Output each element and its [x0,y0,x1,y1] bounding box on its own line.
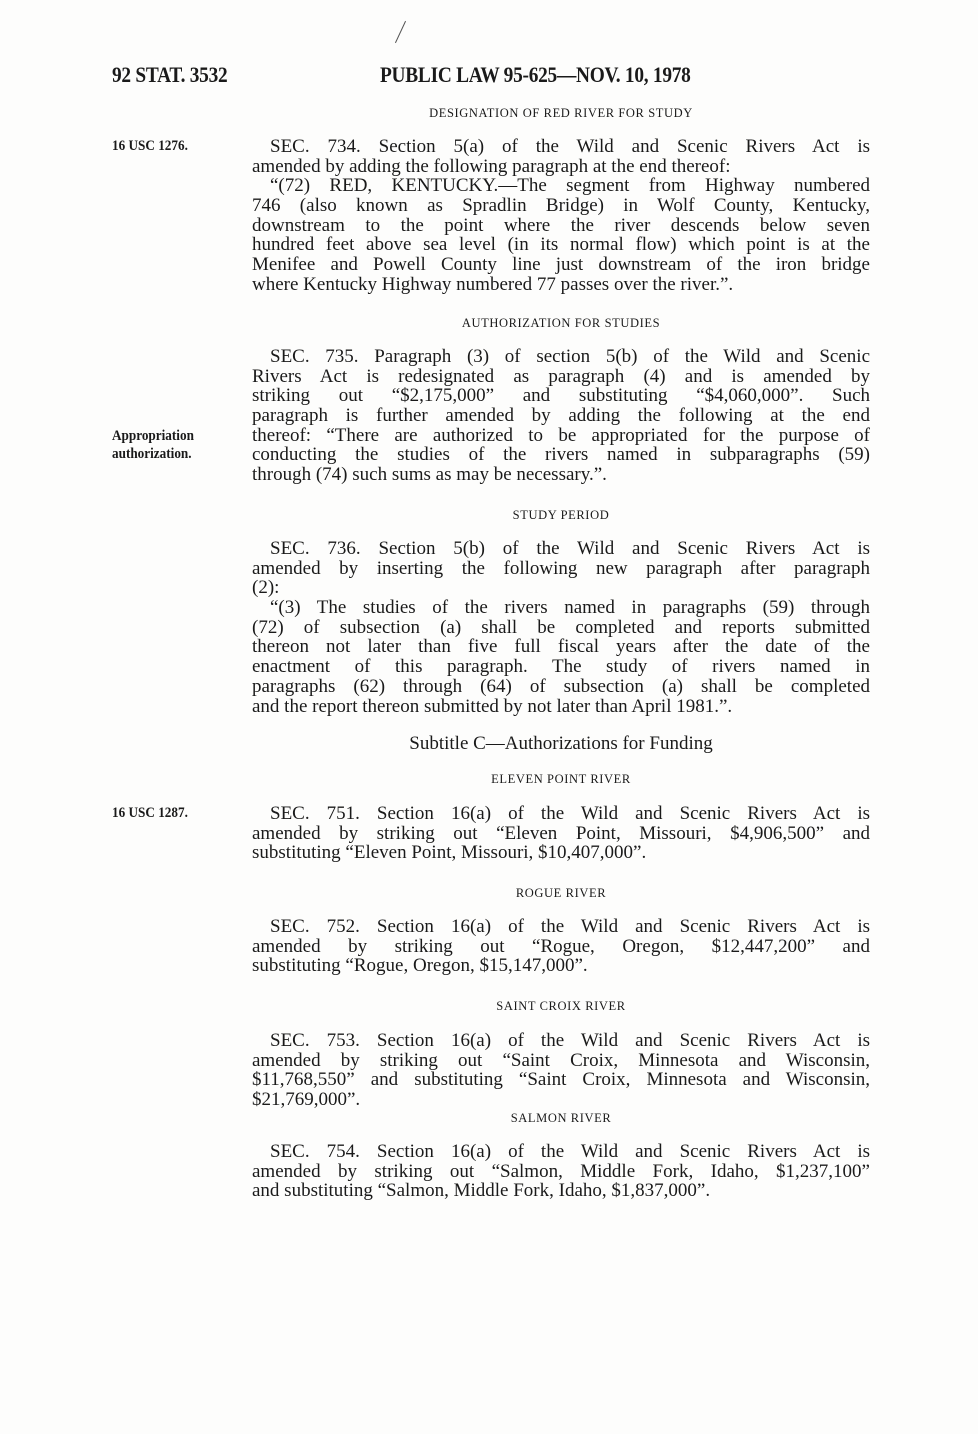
section-heading: ROGUE RIVER [515,886,607,900]
text-line: SEC. 735. Paragraph (3) of section 5(b) of the Wild and Scenic [270,346,870,367]
text-line: (2): [252,577,280,599]
text-line: Rivers Act is redesignated as paragraph (4) and is amended by [252,365,870,387]
text-line: amended by striking out “Rogue, Oregon, $12,447,200” and [252,935,870,957]
text-line: and the report thereon submitted by not later than April 1981.”. [252,695,733,717]
text-line: SEC. 753. Section 16(a) of the Wild and Scenic Rivers Act is [270,1030,870,1051]
text-line: SEC. 751. Section 16(a) of the Wild and Scenic Rivers Act is [270,803,870,824]
section-heading: SAINT CROIX RIVER [496,999,626,1013]
text-line: “(72) RED, KENTUCKY.—The segment from Highway numbered [270,175,870,197]
section-heading: DESIGNATION OF RED RIVER FOR STUDY [429,106,693,120]
margin-note: 16 USC 1276. [112,138,188,154]
section-734 [252,137,870,295]
section-heading: STUDY PERIOD [512,508,610,522]
text-line: paragraph is further amended by adding the following at the end [252,405,870,427]
text-line: SEC. 734. Section 5(a) of the Wild and Scenic Rivers Act is [270,136,870,157]
section-heading: ELEVEN POINT RIVER [491,772,631,786]
section-736 [252,539,870,716]
text-line: (72) of subsection (a) shall be completed and reports submitted [252,616,870,638]
text-line: $11,768,550” and substituting “Saint Croix, Minnesota and Wisconsin, [252,1069,870,1091]
text-line: 746 (also known as Spradlin Bridge) in Wolf County, Kentucky, [252,195,870,217]
text-line: SEC. 736. Section 5(b) of the Wild and Scenic Rivers Act is [270,538,870,559]
text-line: SEC. 752. Section 16(a) of the Wild and Scenic Rivers Act is [270,916,870,937]
text-line: through (74) such sums as may be necessary.”. [252,464,607,486]
section-752 [252,917,870,976]
text-line: and substituting “Salmon, Middle Fork, Idaho, $1,837,000”. [252,1180,711,1202]
text-line: Menifee and Powell County line just downstream of the iron bridge [252,254,870,276]
text-line: downstream to the point where the river descends below seven [252,214,870,236]
text-line: striking out “$2,175,000” and substituting “$4,060,000”. Such [252,385,870,407]
text-line: substituting “Rogue, Oregon, $15,147,000”. [252,955,588,977]
running-title: PUBLIC LAW 95-625—NOV. 10, 1978 [380,62,691,87]
text-line: amended by striking out “Salmon, Middle Fork, Idaho, $1,237,100” [252,1160,870,1182]
section-754 [252,1142,870,1201]
subtitle: Subtitle C—Authorizations for Funding [409,733,713,754]
margin-note: 16 USC 1287. [112,805,188,821]
section-heading: AUTHORIZATION FOR STUDIES [461,316,661,330]
text-line: amended by adding the following paragraph at the end thereof: [252,155,731,177]
text-line: paragraphs (62) through (64) of subsection (a) shall be completed [252,675,870,697]
text-line: enactment of this paragraph. The study of rivers named in [252,656,870,678]
text-line: SEC. 754. Section 16(a) of the Wild and Scenic Rivers Act is [270,1141,870,1162]
text-line: amended by striking out “Eleven Point, Missouri, $4,906,500” and [252,822,870,844]
margin-note: Appropriation authorization. [112,428,194,462]
text-line: “(3) The studies of the rivers named in paragraphs (59) through [270,597,870,619]
text-line: where Kentucky Highway numbered 77 passes over the river.”. [252,273,734,295]
pen-mark [395,21,406,43]
text-line: amended by striking out “Saint Croix, Minnesota and Wisconsin, [252,1049,870,1071]
section-753 [252,1031,870,1110]
section-heading: SALMON RIVER [510,1111,612,1125]
text-line: thereon not later than five full fiscal years after the date of the [252,636,870,658]
text-line: $21,769,000”. [252,1089,361,1111]
text-line: thereof: “There are authorized to be appropriated for the purpose of [252,424,870,446]
section-735 [252,347,870,485]
section-751 [252,804,870,863]
text-line: hundred feet above sea level (in its normal flow) which point is at the [252,234,870,256]
text-line: substituting “Eleven Point, Missouri, $10,407,000”. [252,842,647,864]
text-line: conducting the studies of the rivers named in subparagraphs (59) [252,444,870,466]
stat-page-number: 92 STAT. 3532 [112,62,228,87]
text-line: amended by inserting the following new paragraph after paragraph [252,557,870,579]
